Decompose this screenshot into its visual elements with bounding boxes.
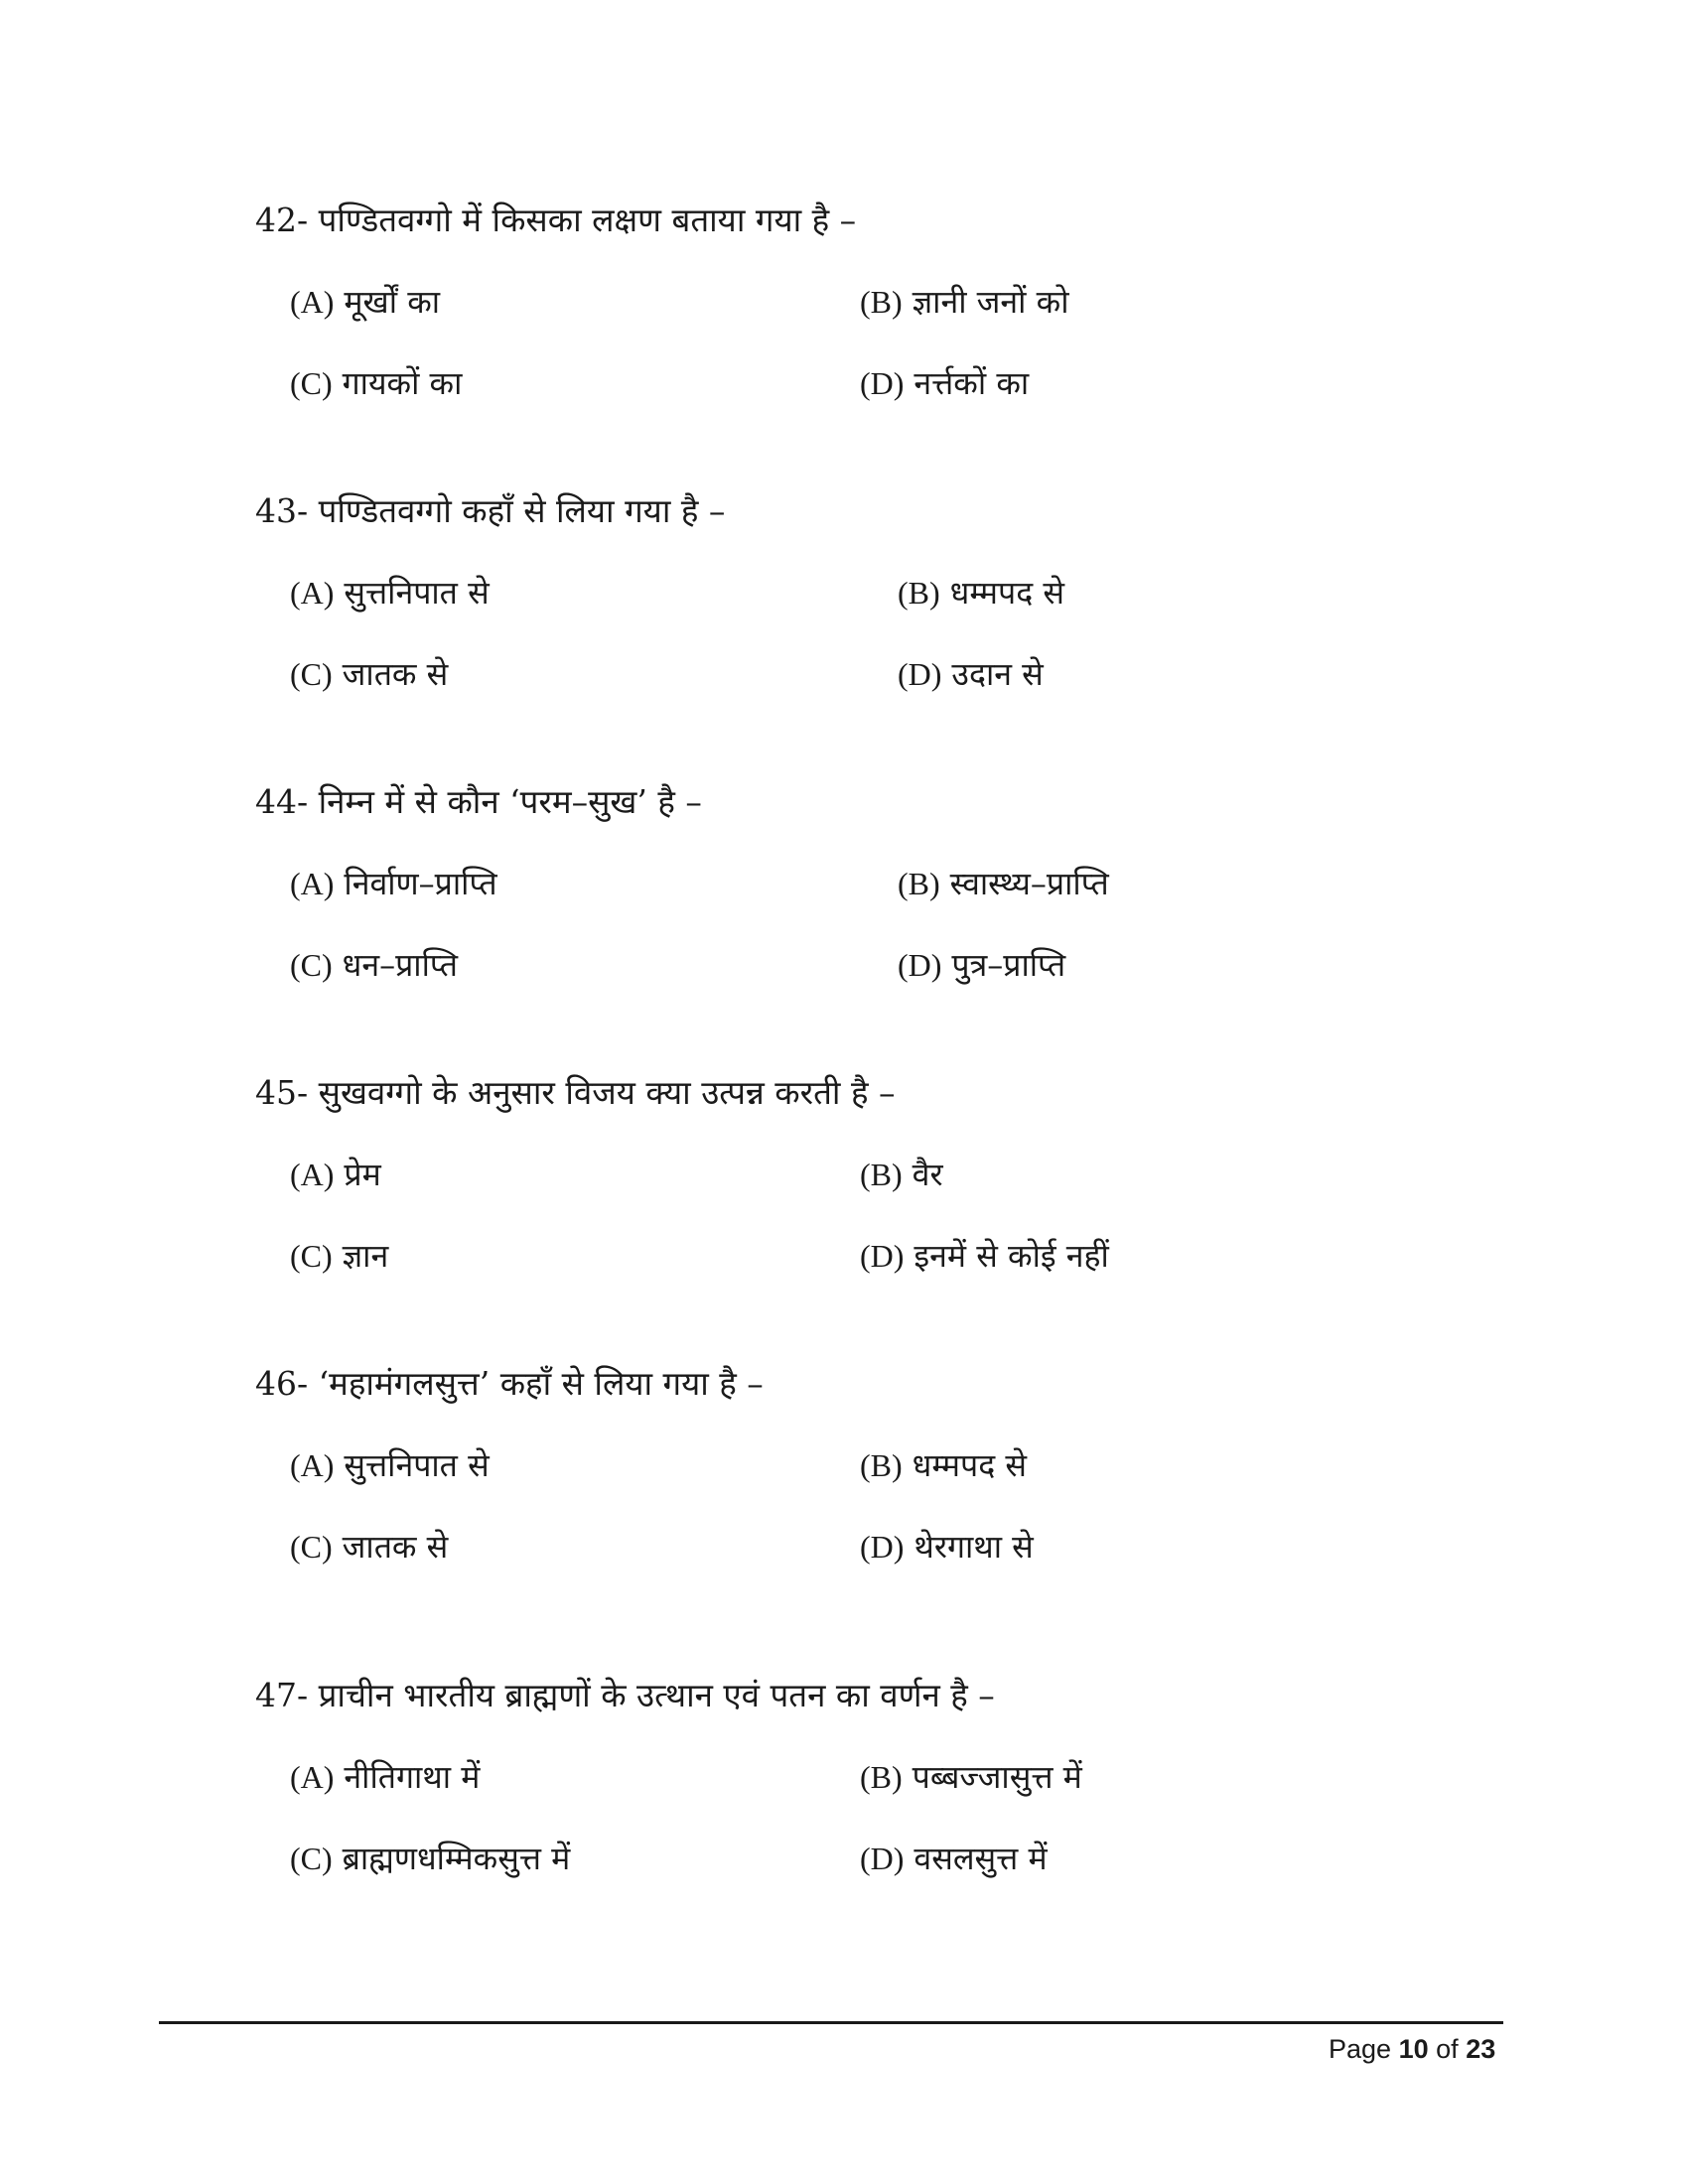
option-tag: (A) — [290, 284, 335, 320]
option-tag: (C) — [290, 1238, 333, 1274]
option-d — [860, 1525, 1034, 1569]
option-a — [290, 1755, 480, 1799]
option-tag: (D) — [860, 1529, 905, 1565]
option-c — [290, 1525, 448, 1569]
option-tag: (A) — [290, 866, 335, 901]
option-a — [290, 280, 440, 324]
option-tag: (B) — [860, 1759, 903, 1795]
option-tag: (A) — [290, 575, 335, 611]
option-tag: (A) — [290, 1759, 335, 1795]
option-text: धम्मपद से — [949, 574, 1065, 612]
page-word: Page — [1329, 2034, 1392, 2064]
option-tag: (D) — [860, 1238, 905, 1274]
question-text: 43- पण्डितवग्गो कहाँ से लिया गया है – — [255, 491, 726, 530]
option-tag: (A) — [290, 1157, 335, 1192]
option-text: पुत्र–प्राप्ति — [951, 946, 1066, 984]
option-text: नीतिगाथा में — [344, 1758, 481, 1796]
page-number — [1329, 2031, 1495, 2067]
option-c — [290, 1837, 570, 1880]
option-tag: (D) — [860, 1841, 905, 1876]
question-text: 47- प्राचीन भारतीय ब्राह्मणों के उत्थान एवं पतन का वर्णन है – — [255, 1676, 995, 1714]
option-text: जातक से — [342, 1528, 449, 1566]
option-c — [290, 1234, 388, 1278]
option-tag: (B) — [898, 866, 940, 901]
of-word: of — [1436, 2034, 1459, 2064]
option-tag: (C) — [290, 365, 333, 401]
question-text: 44- निम्न में से कौन ‘परम–सुख’ है – — [255, 782, 702, 821]
option-d — [860, 361, 1029, 405]
option-text: धन–प्राप्ति — [342, 946, 458, 984]
option-tag: (C) — [290, 1841, 333, 1876]
option-d — [860, 1837, 1048, 1880]
option-tag: (D) — [860, 365, 905, 401]
option-d — [898, 943, 1065, 987]
option-b — [860, 1755, 1082, 1799]
option-tag: (B) — [860, 1447, 903, 1483]
option-b — [860, 280, 1069, 324]
option-text: प्रेम — [344, 1156, 381, 1193]
option-text: जातक से — [342, 655, 449, 693]
option-tag: (D) — [898, 947, 942, 983]
option-a — [290, 1443, 490, 1487]
option-d — [860, 1234, 1109, 1278]
option-text: वैर — [912, 1156, 943, 1193]
option-tag: (B) — [860, 284, 903, 320]
option-text: गायकों का — [342, 364, 463, 402]
option-text: स्वास्थ्य–प्राप्ति — [949, 865, 1109, 902]
option-d — [898, 652, 1044, 696]
question-text: 42- पण्डितवग्गो में किसका लक्षण बताया गया है – — [255, 201, 857, 239]
current-page: 10 — [1398, 2034, 1429, 2064]
option-text: उदान से — [951, 655, 1044, 693]
option-c — [290, 652, 448, 696]
total-pages: 23 — [1466, 2034, 1496, 2064]
option-text: निर्वाण–प्राप्ति — [344, 865, 497, 902]
option-text: ज्ञान — [342, 1237, 389, 1275]
question-text: 46- ‘महामंगलसुत्त’ कहाँ से लिया गया है – — [255, 1364, 764, 1403]
option-c — [290, 943, 458, 987]
option-b — [898, 571, 1064, 614]
option-text: नर्त्तकों का — [914, 364, 1030, 402]
option-c — [290, 361, 462, 405]
option-tag: (B) — [898, 575, 940, 611]
option-text: पब्बज्जासुत्त में — [912, 1758, 1082, 1796]
option-text: सुत्तनिपात से — [344, 1446, 490, 1484]
option-text: धम्मपद से — [912, 1446, 1028, 1484]
option-tag: (A) — [290, 1447, 335, 1483]
option-b — [860, 1153, 943, 1196]
footer-divider — [159, 2021, 1503, 2024]
option-text: ज्ञानी जनों को — [912, 283, 1069, 321]
option-tag: (D) — [898, 656, 942, 692]
option-text: थेरगाथा से — [914, 1528, 1034, 1566]
option-tag: (C) — [290, 656, 333, 692]
option-a — [290, 1153, 381, 1196]
option-b — [898, 862, 1109, 905]
option-a — [290, 862, 497, 905]
option-text: सुत्तनिपात से — [344, 574, 490, 612]
option-text: इनमें से कोई नहीं — [914, 1237, 1109, 1275]
option-text: मूर्खों का — [344, 283, 441, 321]
question-text: 45- सुखवग्गो के अनुसार विजय क्या उत्पन्न करती है – — [255, 1073, 896, 1112]
option-tag: (B) — [860, 1157, 903, 1192]
option-tag: (C) — [290, 1529, 333, 1565]
option-tag: (C) — [290, 947, 333, 983]
option-a — [290, 571, 490, 614]
option-b — [860, 1443, 1027, 1487]
option-text: वसलसुत्त में — [914, 1840, 1048, 1877]
option-text: ब्राह्मणधम्मिकसुत्त में — [342, 1840, 571, 1877]
